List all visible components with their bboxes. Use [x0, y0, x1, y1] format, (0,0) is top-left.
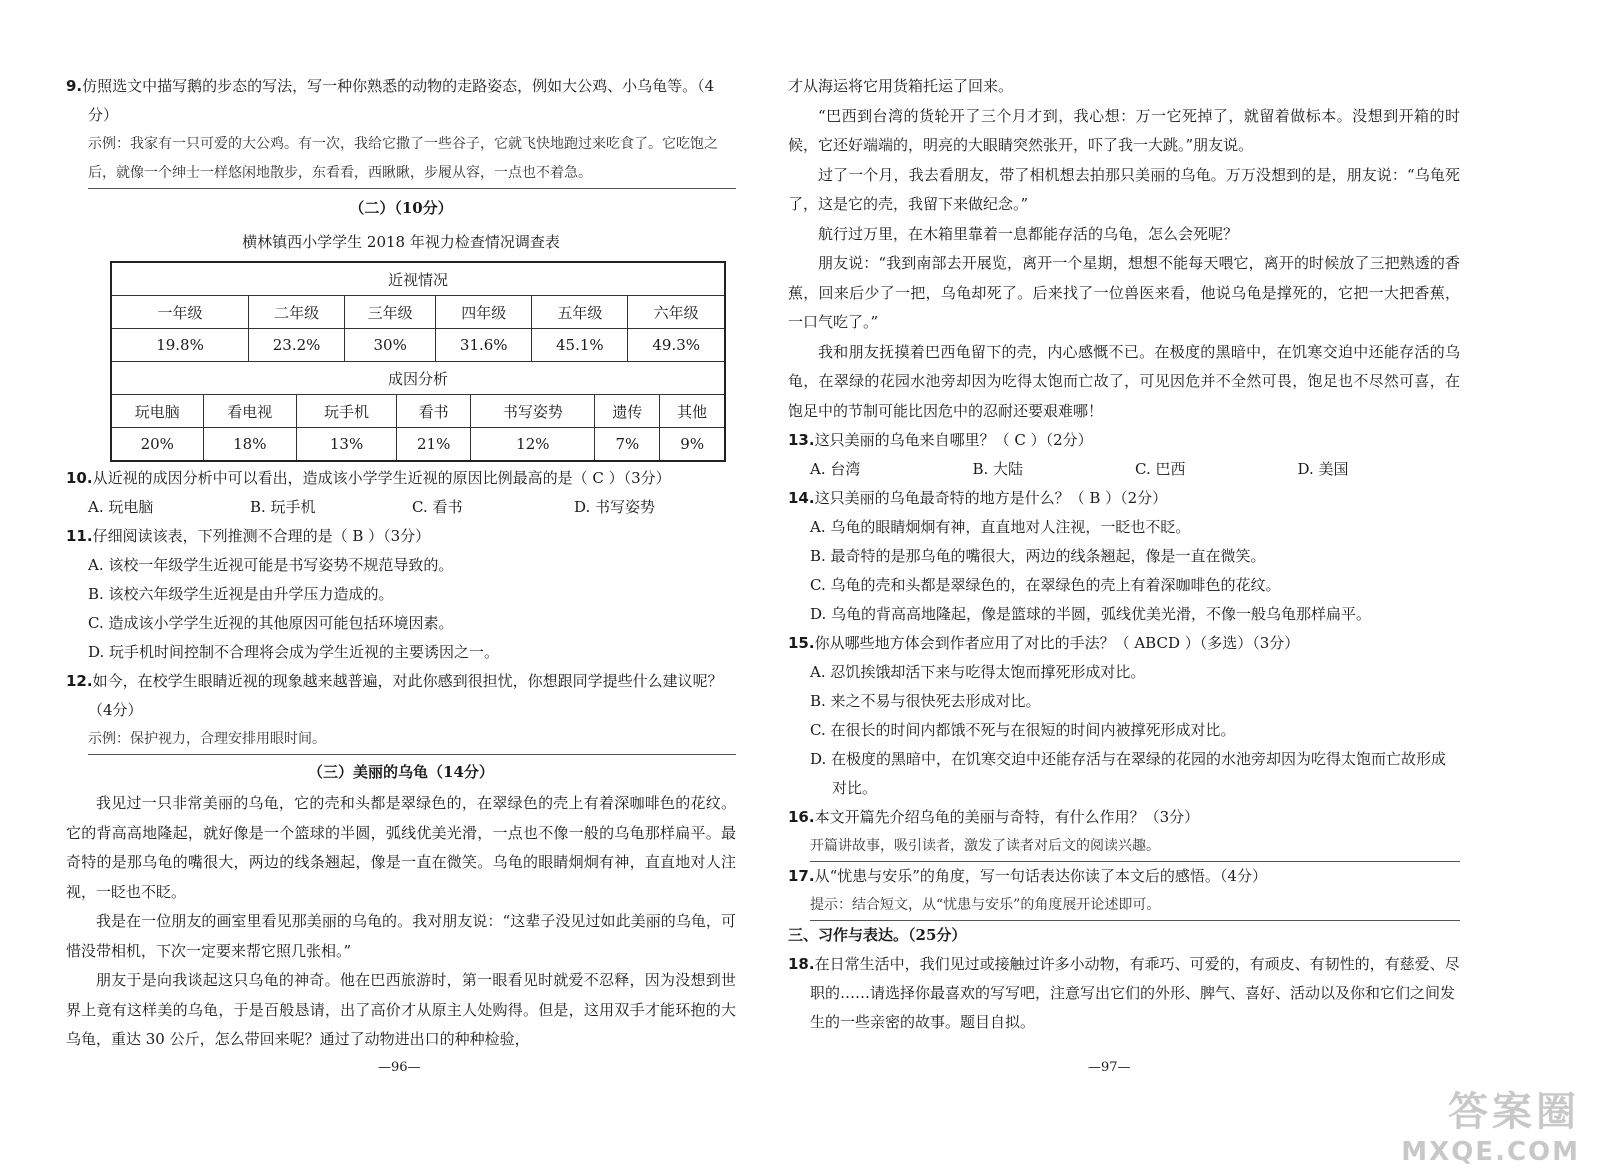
table-cell: 二年级 — [249, 296, 345, 329]
option: A. 忍饥挨饿却活下来与吃得太饱而撑死形成对比。 — [810, 663, 1146, 681]
section-three-title: 三、习作与表达。（25分） — [788, 926, 967, 944]
question-text: 仔细阅读该表，下列推测不合理的是（ B ）（3分） — [92, 527, 431, 545]
passage-paragraph: 我和朋友抚摸着巴西龟留下的壳，内心感慨不已。在极度的黑暗中，在饥寒交迫中还能存活的乌龟，在翠绿的花园水池旁却因为吃得太饱而亡故了，可见因危并不全然可畏，饱足也不尽然可喜，在饱足中的节制可能比因危中的忍耐还要艰难哪！ — [788, 342, 1460, 420]
option: A. 乌龟的眼睛炯炯有神，直直地对人注视，一眨也不眨。 — [810, 518, 1191, 536]
table-cell: 49.3% — [628, 329, 725, 362]
table-cell: 45.1% — [532, 329, 628, 362]
cause-rates-row — [111, 428, 725, 462]
myopia-header: 近视情况 — [111, 262, 725, 296]
watermark-url: MXQE.COM — [1401, 1137, 1580, 1167]
option: C. 巴西 — [1135, 460, 1186, 478]
question-number: 15. — [788, 634, 815, 652]
table-cell: 31.6% — [436, 329, 532, 362]
question-10 — [66, 464, 736, 493]
question-number: 18. — [788, 955, 815, 973]
grades-row — [111, 296, 725, 329]
option: B. 最奇特的是那乌龟的嘴很大，两边的线条翘起，像是一直在微笑。 — [810, 547, 1266, 565]
option: C. 在很长的时间内都饿不死与在很短的时间内被撑死形成对比。 — [810, 721, 1236, 739]
table-cell: 看书 — [396, 395, 470, 428]
option: D. 乌龟的背高高地隆起，像是篮球的半圆，弧线优美光滑，不像一般乌龟那样扁平。 — [810, 605, 1372, 623]
question-text: 这只美丽的乌龟来自哪里？（ C ）（2分） — [814, 431, 1093, 449]
section-3-title: （三）美丽的乌龟（14分） — [308, 763, 494, 781]
table-cell: 30% — [345, 329, 436, 362]
question-9 — [66, 72, 736, 130]
question-text: 如今，在校学生眼睛近视的现象越来越普遍，对此你感到很担忧，你想跟同学提些什么建议呢？（4分） — [88, 672, 723, 719]
table-cell: 其他 — [660, 395, 725, 428]
table-cell: 玩电脑 — [111, 395, 203, 428]
answer-17: 提示：结合短文，从“忧患与安乐”的角度展开论述即可。 — [810, 891, 1460, 921]
question-text: 这只美丽的乌龟最奇特的地方是什么？（ B ）（2分） — [814, 489, 1168, 507]
question-number: 14. — [788, 489, 815, 507]
question-18 — [788, 950, 1460, 1037]
question-number: 17. — [788, 867, 815, 885]
page-number-left: —96— — [378, 1060, 421, 1075]
question-14 — [788, 484, 1460, 513]
passage-paragraph: 我是在一位朋友的画室里看见那美丽的乌龟的。我对朋友说：“这辈子没见过如此美丽的乌龟，可惜没带相机，下次一定要来帮它照几张相。” — [66, 912, 736, 960]
page-number-right: —97— — [1088, 1060, 1131, 1075]
right-page — [788, 72, 1460, 1037]
option: A. 台湾 — [810, 460, 861, 478]
option: D. 玩手机时间控制不合理将会成为学生近视的主要诱因之一。 — [88, 643, 500, 661]
options-13 — [788, 455, 1460, 484]
question-12 — [66, 667, 736, 725]
options-10 — [66, 493, 736, 522]
table-cell: 20% — [111, 428, 203, 462]
option: A. 玩电脑 — [88, 498, 154, 516]
table-cell: 三年级 — [345, 296, 436, 329]
table-cell: 12% — [471, 428, 595, 462]
table-cell: 遗传 — [595, 395, 660, 428]
table-cell: 18% — [203, 428, 297, 462]
question-text: 从近视的成因分析中可以看出，造成该小学学生近视的原因比例最高的是（ C ）（3分） — [92, 469, 671, 487]
question-17 — [788, 862, 1460, 891]
rates-row — [111, 329, 725, 362]
table-cell: 书写姿势 — [471, 395, 595, 428]
question-13 — [788, 426, 1460, 455]
answer-12: 示例：保护视力，合理安排用眼时间。 — [88, 725, 736, 755]
table-cell: 9% — [660, 428, 725, 462]
question-number: 12. — [66, 672, 93, 690]
question-text: 仿照选文中描写鹅的步态的写法，写一种你熟悉的动物的走路姿态，例如大公鸡、小乌龟等。（4分） — [82, 77, 715, 124]
table-cell: 看电视 — [203, 395, 297, 428]
question-11 — [66, 522, 736, 551]
answer-9: 示例：我家有一只可爱的大公鸡。有一次，我给它撒了一些谷子，它就飞快地跑过来吃食了。它吃饱之后，就像一个绅士一样悠闲地散步，东看看，西瞅瞅，步履从容，一点也不着急。 — [88, 130, 736, 189]
passage-paragraph: 朋友于是向我谈起这只乌龟的神奇。他在巴西旅游时，第一眼看见时就爱不忍释，因为没想到世界上竟有这样美的乌龟，于是百般恳请，出了高价才从原主人处购得。但是，这用双手才能环抱的大乌龟，重达 30 公斤，怎么带回来呢？通过了动物进出口的种种检验， — [66, 971, 736, 1048]
option: C. 乌龟的壳和头都是翠绿色的，在翠绿色的壳上有着深咖啡色的花纹。 — [810, 576, 1281, 594]
option: C. 造成该小学学生近视的其他原因可能包括环境因素。 — [88, 614, 454, 632]
section-2-title: （二）（10分） — [349, 199, 453, 217]
question-text: 在日常生活中，我们见过或接触过许多小动物，有乖巧、可爱的，有顽皮、有韧性的，有慈爱、尽职的……请选择你最喜欢的写写吧，注意写出它们的外形、脾气、喜好、活动以及你和它们之间发生的一些亲密的故事。题目自拟。 — [810, 955, 1460, 1031]
question-text: 本文开篇先介绍乌龟的美丽与奇特，有什么作用？（3分） — [814, 808, 1200, 826]
table-cell: 13% — [297, 428, 397, 462]
option: B. 大陆 — [972, 460, 1024, 478]
question-number: 9. — [66, 77, 83, 95]
question-number: 13. — [788, 431, 815, 449]
passage-paragraph: 朋友说：“我到南部去开展览，离开一个星期，想想不能每天喂它，离开的时候放了三把熟透的香蕉，回来后少了一把，乌龟却死了。后来找了一位兽医来看，他说乌龟是撑死的，它把一大把香蕉，一口气吃了。” — [788, 254, 1460, 331]
watermark-text: 答案圈 — [1448, 1089, 1580, 1135]
option: D. 美国 — [1297, 460, 1349, 478]
passage-paragraph: 我见过一只非常美丽的乌龟，它的壳和头都是翠绿色的，在翠绿色的壳上有着深咖啡色的花纹。它的背高高地隆起，就好像是一个篮球的半圆，弧线优美光滑，一点也不像一般的乌龟那样扁平。最奇特的是那乌龟的嘴很大，两边的线条翘起，像是一直在微笑。乌龟的眼睛炯炯有神，直直地对人注视，一眨也不眨。 — [66, 794, 736, 901]
left-page — [66, 72, 736, 1055]
table-cell: 21% — [396, 428, 470, 462]
answer-16: 开篇讲故事，吸引读者，激发了读者对后文的阅读兴趣。 — [810, 832, 1460, 862]
table-cell: 23.2% — [249, 329, 345, 362]
passage-paragraph: “巴西到台湾的货轮开了三个月才到，我心想：万一它死掉了，就留着做标本。没想到开箱的时候，它还好端端的，明亮的大眼睛突然张开，吓了我一大跳。”朋友说。 — [788, 106, 1460, 154]
question-text: 你从哪些地方体会到作者应用了对比的手法？（ ABCD ）（多选）（3分） — [814, 634, 1300, 652]
option: D. 书写姿势 — [574, 498, 656, 516]
table-cell: 五年级 — [532, 296, 628, 329]
table-title: 横林镇西小学学生 2018 年视力检查情况调查表 — [242, 233, 560, 251]
question-15 — [788, 629, 1460, 658]
question-number: 16. — [788, 808, 815, 826]
option: B. 玩手机 — [250, 498, 316, 516]
option: B. 该校六年级学生近视是由升学压力造成的。 — [88, 585, 394, 603]
question-number: 11. — [66, 527, 93, 545]
vision-survey-table — [110, 261, 726, 462]
table-cell: 一年级 — [111, 296, 249, 329]
passage-paragraph: 才从海运将它用货箱托运了回来。 — [788, 77, 1014, 95]
table-cell: 19.8% — [111, 329, 249, 362]
question-text: 从“忧患与安乐”的角度，写一句话表达你读了本文后的感悟。（4分） — [814, 867, 1267, 885]
option: C. 看书 — [412, 498, 463, 516]
question-16 — [788, 803, 1460, 832]
table-cell: 玩手机 — [297, 395, 397, 428]
table-cell: 7% — [595, 428, 660, 462]
option: D. 在极度的黑暗中，在饥寒交迫中还能存活与在翠绿的花园的水池旁却因为吃得太饱而亡故形成对比。 — [810, 750, 1447, 797]
passage-paragraph: 航行过万里，在木箱里靠着一息都能存活的乌龟，怎么会死呢？ — [818, 224, 1239, 243]
table-cell: 四年级 — [436, 296, 532, 329]
cause-header: 成因分析 — [111, 362, 725, 395]
causes-row — [111, 395, 725, 428]
option: A. 该校一年级学生近视可能是书写姿势不规范导致的。 — [88, 556, 454, 574]
question-number: 10. — [66, 469, 93, 487]
option: B. 来之不易与很快死去形成对比。 — [810, 692, 1041, 710]
table-cell: 六年级 — [628, 296, 725, 329]
passage-paragraph: 过了一个月，我去看朋友，带了相机想去拍那只美丽的乌龟。万万没想到的是，朋友说：“乌龟死了，这是它的壳，我留下来做纪念。” — [788, 165, 1460, 213]
watermark-logo — [1401, 1080, 1580, 1167]
